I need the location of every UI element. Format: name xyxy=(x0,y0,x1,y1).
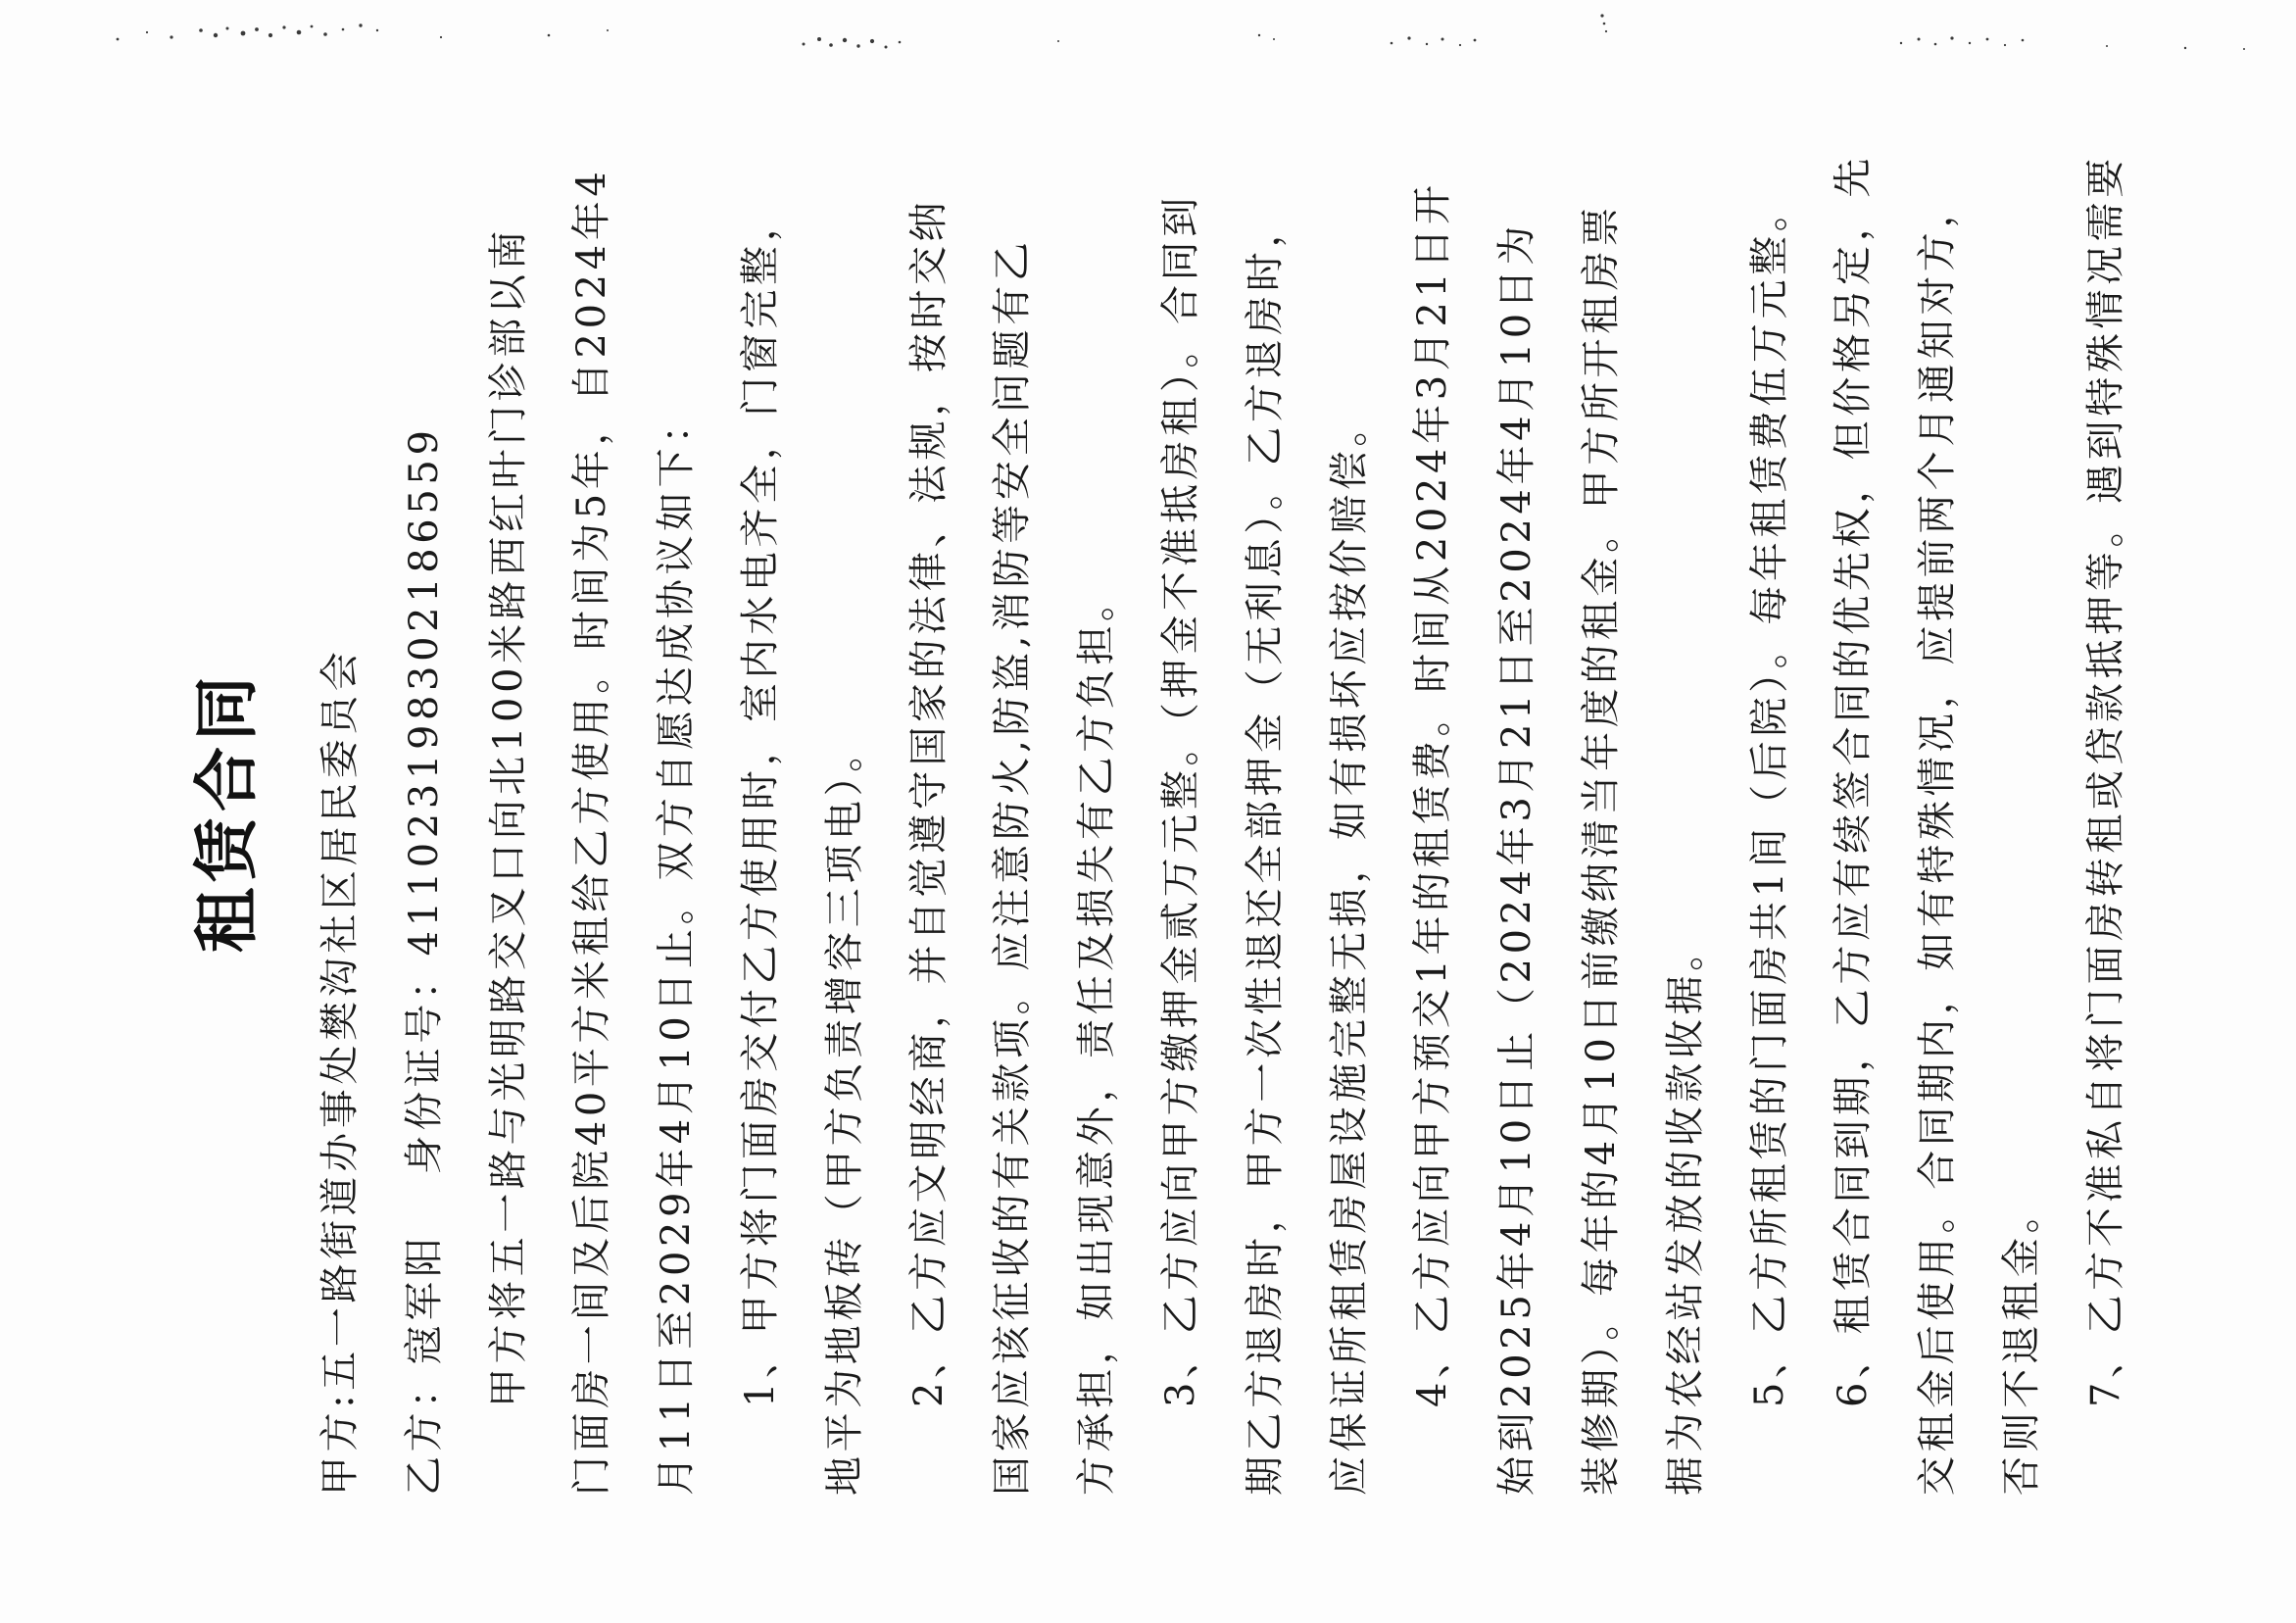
contract-clause-1: 1、甲方将门面房交付乙方使用时，室内水电齐全，门窗完整， xyxy=(737,197,783,1407)
contract-paragraph-line: 交租金后使用。合同期内，如有特殊情况，应提前两个月通知对方， xyxy=(1915,184,1961,1496)
contract-clause-3: 3、乙方应向甲方缴押金贰万元整。（押金不准抵房租）。合同到 xyxy=(1157,193,1203,1407)
contract-paragraph-line: 始到2025年4月10日止（2024年3月21日至2024年4月10日为 xyxy=(1494,221,1540,1496)
contract-paragraph-line: 应保证所租赁房屋设施完整无损，如有损坏应按价赔偿。 xyxy=(1326,403,1372,1496)
party-b-id-number: 身份证号：411023198302186559 xyxy=(401,425,447,1175)
contract-clause-2: 2、乙方应文明经商，并自觉遵守国家的法律、法规，按时交纳 xyxy=(905,197,952,1407)
contract-paragraph-line: 装修期）。每年的4月10日前缴纳清当年度的租金。甲方所开租房票 xyxy=(1578,203,1624,1496)
contract-paragraph-line: 地平为地板砖（甲方负责增容三项电）。 xyxy=(821,728,867,1496)
document-body xyxy=(299,123,2149,1496)
contract-clause-7: 7、乙方不准私自将门面房转租或贷款抵押等。遇到特殊情况需要 xyxy=(2082,154,2128,1407)
contract-paragraph-line: 否则不退租金。 xyxy=(1998,1189,2044,1496)
contract-paragraph-line: 期乙方退房时，甲方一次性退还全部押金（无利息）。乙方退房时， xyxy=(1242,204,1288,1496)
party-b-line xyxy=(383,123,467,1496)
contract-paragraph-line: 据为农经站发放的收款收据。 xyxy=(1662,927,1708,1496)
document-title: 租赁合同 xyxy=(189,670,265,953)
contract-paragraph-line: 月11日至2029年4月10日止。双方自愿达成协议如下： xyxy=(654,400,700,1496)
party-a-line: 甲方:五一路街道办事处樊沟社区居民委员会 xyxy=(318,647,363,1496)
contract-paragraph-line: 国家应该征收的有关款项。应注意防火,防盗,消防等安全问题有乙 xyxy=(990,237,1036,1496)
contract-paragraph-line: 门面房一间及后院40平方米租给乙方使用。时间为5年，自2024年4 xyxy=(569,167,615,1496)
contract-clause-4: 4、乙方应向甲方预交1年的租赁费。时间从2024年3月21日开 xyxy=(1410,180,1456,1407)
party-b-name: 乙方：寇军阳 xyxy=(401,1233,447,1496)
contract-paragraph-line: 甲方将五一路与光明路交叉口向北100米路西红叶门诊部以南 xyxy=(485,225,531,1407)
contract-clause-6: 6、租赁合同到期，乙方应有续签合同的优先权，但价格另定，先 xyxy=(1831,154,1877,1407)
contract-clause-5: 5、乙方所租赁的门面房共1间（后院）。每年租赁费伍万元整。 xyxy=(1746,187,1792,1407)
contract-paragraph-line: 方承担，如出现意外，责任及损失有乙方负担。 xyxy=(1074,577,1120,1496)
